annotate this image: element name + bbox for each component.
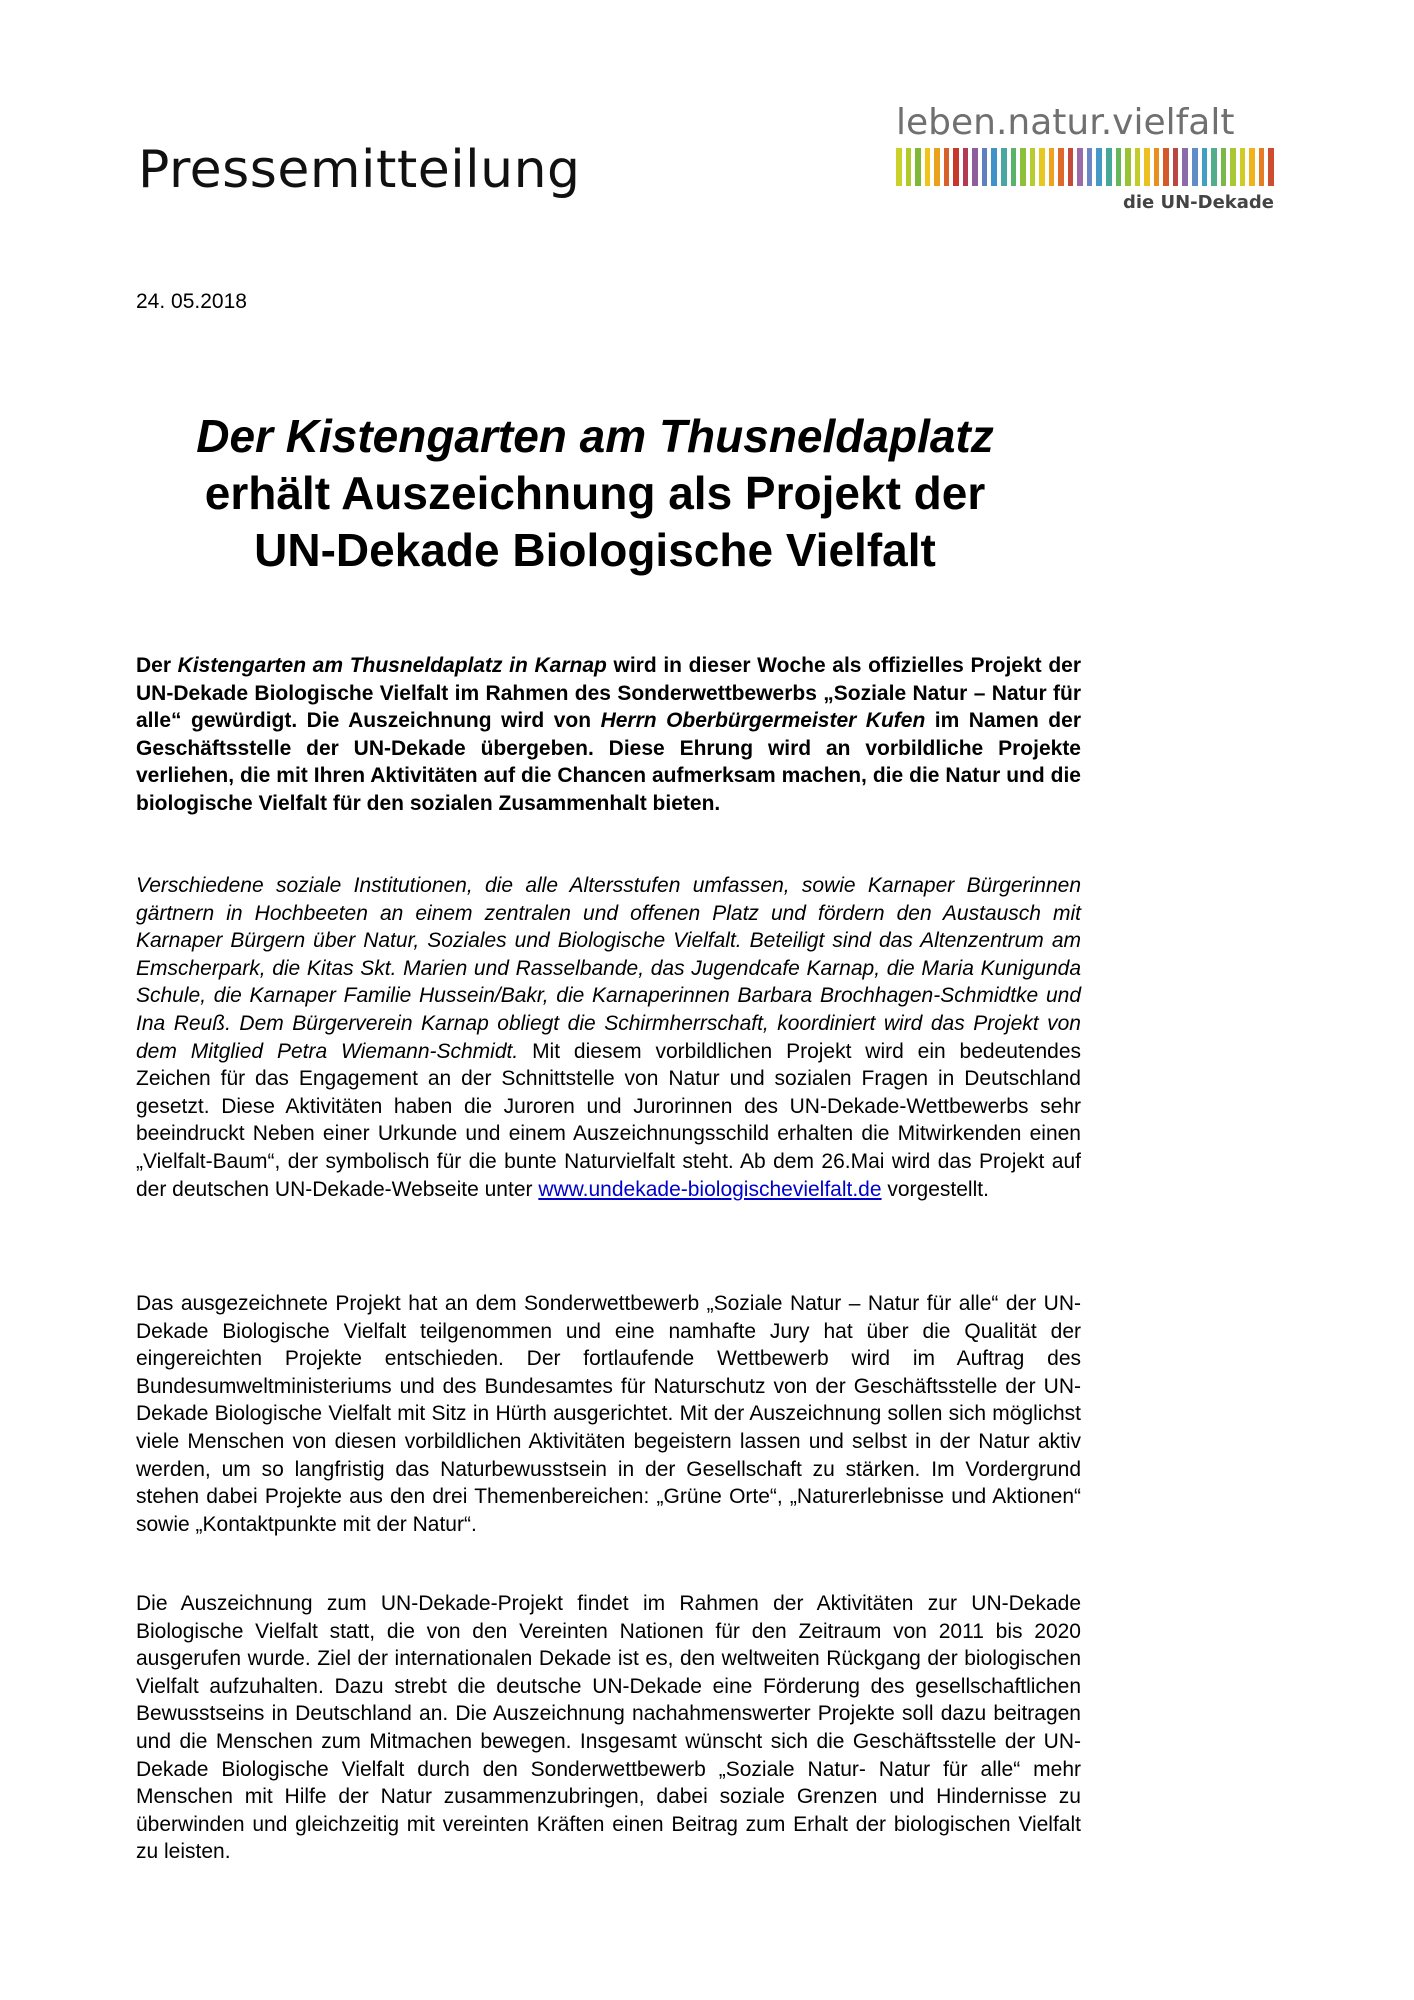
- logo-color-bar: [1106, 148, 1112, 186]
- body-paragraph-1: [136, 872, 1081, 1203]
- paragraph-text: Die Auszeichnung zum UN-Dekade-Projekt findet im Rahmen der Aktivitäten zur UN-Dekade Biologische Vielfalt statt, die von den Vereinten Nationen für den Zeitraum von 2011 bis 2020 ausgerufen wurde. Ziel der internationalen Dekade ist es, den weltweiten Rückgang der biologischen Vielfalt aufzuhalten. Dazu strebt die deutsche UN-Dekade eine Förderung des gesellschaftlichen Bewusstseins in Deutschland an. Die Auszeichnung nachahmenswerter Projekte soll dazu beitragen und die Menschen zum Mitmachen bewegen. Insgesamt wünscht sich die Geschäftsstelle der UN-Dekade Biologische Vielfalt durch den Sonderwettbewerb „Soziale Natur- Natur für alle“ mehr Menschen mit Hilfe der Natur zusammenzubringen, dabei soziale Grenzen und Hindernisse zu überwinden und gleichzeitig mit vereinten Kräften einen Beitrag zum Erhalt der biologischen Vielfalt zu leisten.: [136, 1592, 1081, 1864]
- logo-color-bar: [1268, 148, 1274, 186]
- logo-text: leben.natur.vielfalt: [896, 102, 1235, 143]
- logo-color-bar: [1192, 148, 1198, 186]
- logo-subtitle: die UN-Dekade: [1122, 192, 1274, 213]
- logo-color-bar: [1096, 148, 1102, 186]
- lead-paragraph: [136, 652, 1081, 818]
- lead-project-name: Kistengarten am Thusneldaplatz in Karnap: [177, 654, 607, 677]
- logo-color-bar: [1068, 148, 1074, 186]
- project-description: Verschiedene soziale Institutionen, die alle Altersstufen umfassen, sowie Karnaper Bürgerinnen gärtnern in Hochbeeten an einem zentralen und offenen Platz und fördern den Austausch mit Karnaper Bürgern über Natur, Soziales und Biologische Vielfalt. Beteiligt sind das Altenzentrum am Emscherpark, die Kitas Skt. Marien und Rasselbande, das Jugendcafe Karnap, die Maria Kunigunda Schule, die Karnaper Familie Hussein/Bakr, die Karnaperinnen Barbara Brochhagen-Schmidtke und Ina Reuß. Dem Bürgerverein Karnap obliegt die Schirmherrschaft, koordiniert wird das Projekt von dem Mitglied Petra Wiemann-Schmidt.: [136, 874, 1081, 1063]
- lead-mayor-name: Herrn Oberbürgermeister Kufen: [600, 709, 926, 733]
- logo-color-bar: [1249, 148, 1255, 186]
- logo-color-bar: [1049, 148, 1055, 186]
- logo-color-bar: [1144, 148, 1150, 186]
- logo-color-bar: [1058, 148, 1064, 186]
- lead-text: wird in dieser Woche als offizielles Projekt der UN-Dekade Biologische Vielfalt im Rahmen des Sonderwettbewerbs „Soziale Natur – Natur für alle“ gewürdigt. Die Auszeichnung wird von: [136, 654, 1081, 733]
- logo-color-bar: [1125, 148, 1131, 186]
- headline: [140, 408, 1050, 579]
- logo-color-bar: [906, 148, 912, 186]
- body-paragraph-3: [136, 1590, 1081, 1866]
- logo-color-bar: [1135, 148, 1141, 186]
- logo-color-bar: [1011, 148, 1017, 186]
- logo-color-bar: [1077, 148, 1083, 186]
- logo-color-bar: [1020, 148, 1026, 186]
- logo-color-bar: [963, 148, 969, 186]
- logo-color-bar: [1116, 148, 1122, 186]
- paragraph-text: Mit diesem vorbildlichen Projekt wird ein bedeutendes Zeichen für das Engagement an der Schnittstelle von Natur und sozialen Fragen in Deutschland gesetzt. Diese Aktivitäten haben die Juroren und Jurorinnen des UN-Dekade-Wettbewerbs sehr beeindruckt Neben einer Urkunde und einem Auszeichnungsschild erhalten die Mitwirkenden einen „Vielfalt-Baum“, der symbolisch für die bunte Naturvielfalt steht. Ab dem 26.Mai wird das Projekt auf der deutschen UN-Dekade-Webseite unter: [136, 1039, 1081, 1201]
- logo-color-bar: [1259, 148, 1265, 186]
- logo-color-bar: [896, 148, 902, 186]
- un-decade-logo: [896, 102, 1286, 213]
- logo-color-bars: [896, 148, 1274, 186]
- logo-color-bar: [991, 148, 997, 186]
- logo-color-bar: [972, 148, 978, 186]
- website-link[interactable]: www.undekade-biologischevielfalt.de: [538, 1177, 882, 1201]
- release-date: 24. 05.2018: [136, 290, 247, 313]
- logo-color-bar: [1087, 148, 1093, 186]
- logo-color-bar: [944, 148, 950, 186]
- headline-line-3: UN-Dekade Biologische Vielfalt: [254, 524, 936, 576]
- paragraph-text: vorgestellt.: [881, 1177, 989, 1201]
- logo-color-bar: [934, 148, 940, 186]
- logo-color-bar: [1163, 148, 1169, 186]
- logo-color-bar: [1230, 148, 1236, 186]
- body-paragraph-2: [136, 1290, 1081, 1538]
- logo-color-bar: [1154, 148, 1160, 186]
- logo-color-bar: [1240, 148, 1246, 186]
- logo-color-bar: [1173, 148, 1179, 186]
- logo-color-bar: [1221, 148, 1227, 186]
- logo-color-bar: [1030, 148, 1036, 186]
- logo-color-bar: [1039, 148, 1045, 186]
- logo-color-bar: [982, 148, 988, 186]
- logo-color-bar: [1001, 148, 1007, 186]
- logo-color-bar: [925, 148, 931, 186]
- logo-color-bar: [1202, 148, 1208, 186]
- headline-line-1: Der Kistengarten am Thusneldaplatz: [196, 410, 994, 462]
- logo-color-bar: [1211, 148, 1217, 186]
- logo-color-bar: [953, 148, 959, 186]
- document-title: Pressemitteilung: [138, 140, 581, 200]
- logo-color-bar: [915, 148, 921, 186]
- lead-text: im Namen der Geschäftsstelle der UN-Dekade übergeben. Diese Ehrung wird an vorbildliche Projekte verliehen, die mit Ihren Aktivitäten auf die Chancen aufmerksam machen, die die Natur und die biologische Vielfalt für den sozialen Zusammenhalt bieten.: [136, 709, 1081, 815]
- paragraph-text: Das ausgezeichnete Projekt hat an dem Sonderwettbewerb „Soziale Natur – Natur für alle“ der UN-Dekade Biologische Vielfalt teilgenommen und eine namhafte Jury hat über die Qualität der eingereichten Projekte entschieden. Der fortlaufende Wettbewerb wird im Auftrag des Bundesumweltministeriums und des Bundesamtes für Naturschutz von der Geschäftsstelle der UN-Dekade Biologische Vielfalt mit Sitz in Hürth ausgerichtet. Mit der Auszeichnung sollen sich möglichst viele Menschen von diesen vorbildlichen Aktivitäten begeistern lassen und selbst in der Natur aktiv werden, um so langfristig das Naturbewusstsein in der Gesellschaft zu stärken. Im Vordergrund stehen dabei Projekte aus den drei Themenbereichen: „Grüne Orte“, „Naturerlebnisse und Aktionen“ sowie „Kontaktpunkte mit der Natur“.: [136, 1292, 1081, 1536]
- logo-color-bar: [1182, 148, 1188, 186]
- headline-line-2: erhält Auszeichnung als Projekt der: [204, 467, 986, 519]
- lead-text: Der: [136, 654, 178, 677]
